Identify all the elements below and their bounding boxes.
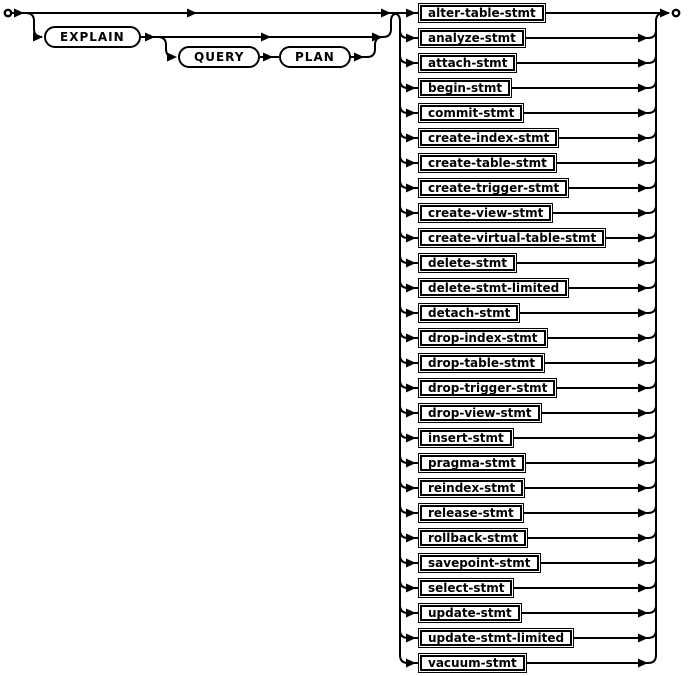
- keyword-terminal-query: QUERY: [178, 46, 260, 68]
- end-terminal-dot: [673, 10, 679, 16]
- nonterminal-box-create-index-stmt[interactable]: create-index-stmt: [418, 128, 559, 148]
- nonterminal-box-alter-table-stmt[interactable]: alter-table-stmt: [418, 3, 546, 23]
- nonterminal-box-commit-stmt[interactable]: commit-stmt: [418, 103, 524, 123]
- nonterminal-box-create-virtual-table-stmt[interactable]: create-virtual-table-stmt: [418, 228, 606, 248]
- nonterminal-box-create-view-stmt[interactable]: create-view-stmt: [418, 203, 553, 223]
- nonterminal-box-delete-stmt-limited[interactable]: delete-stmt-limited: [418, 278, 569, 298]
- nonterminal-box-pragma-stmt[interactable]: pragma-stmt: [418, 453, 526, 473]
- connector-lines: [11, 9, 670, 668]
- nonterminal-box-create-trigger-stmt[interactable]: create-trigger-stmt: [418, 178, 569, 198]
- nonterminal-box-insert-stmt[interactable]: insert-stmt: [418, 428, 514, 448]
- nonterminal-box-analyze-stmt[interactable]: analyze-stmt: [418, 28, 526, 48]
- nonterminal-box-begin-stmt[interactable]: begin-stmt: [418, 78, 512, 98]
- nonterminal-box-drop-table-stmt[interactable]: drop-table-stmt: [418, 353, 545, 373]
- nonterminal-box-drop-trigger-stmt[interactable]: drop-trigger-stmt: [418, 378, 557, 398]
- nonterminal-box-reindex-stmt[interactable]: reindex-stmt: [418, 478, 525, 498]
- start-terminal-dot: [5, 10, 11, 16]
- nonterminal-box-drop-index-stmt[interactable]: drop-index-stmt: [418, 328, 548, 348]
- nonterminal-box-update-stmt[interactable]: update-stmt: [418, 603, 522, 623]
- keyword-terminal-explain: EXPLAIN: [44, 26, 141, 48]
- nonterminal-box-update-stmt-limited[interactable]: update-stmt-limited: [418, 628, 574, 648]
- nonterminal-box-vacuum-stmt[interactable]: vacuum-stmt: [418, 653, 527, 673]
- nonterminal-box-rollback-stmt[interactable]: rollback-stmt: [418, 528, 528, 548]
- nonterminal-box-select-stmt[interactable]: select-stmt: [418, 578, 514, 598]
- nonterminal-box-delete-stmt[interactable]: delete-stmt: [418, 253, 517, 273]
- keyword-terminal-plan: PLAN: [279, 46, 351, 68]
- nonterminal-box-release-stmt[interactable]: release-stmt: [418, 503, 524, 523]
- nonterminal-box-drop-view-stmt[interactable]: drop-view-stmt: [418, 403, 542, 423]
- nonterminal-box-create-table-stmt[interactable]: create-table-stmt: [418, 153, 557, 173]
- nonterminal-box-savepoint-stmt[interactable]: savepoint-stmt: [418, 553, 541, 573]
- nonterminal-box-detach-stmt[interactable]: detach-stmt: [418, 303, 520, 323]
- nonterminal-box-attach-stmt[interactable]: attach-stmt: [418, 53, 517, 73]
